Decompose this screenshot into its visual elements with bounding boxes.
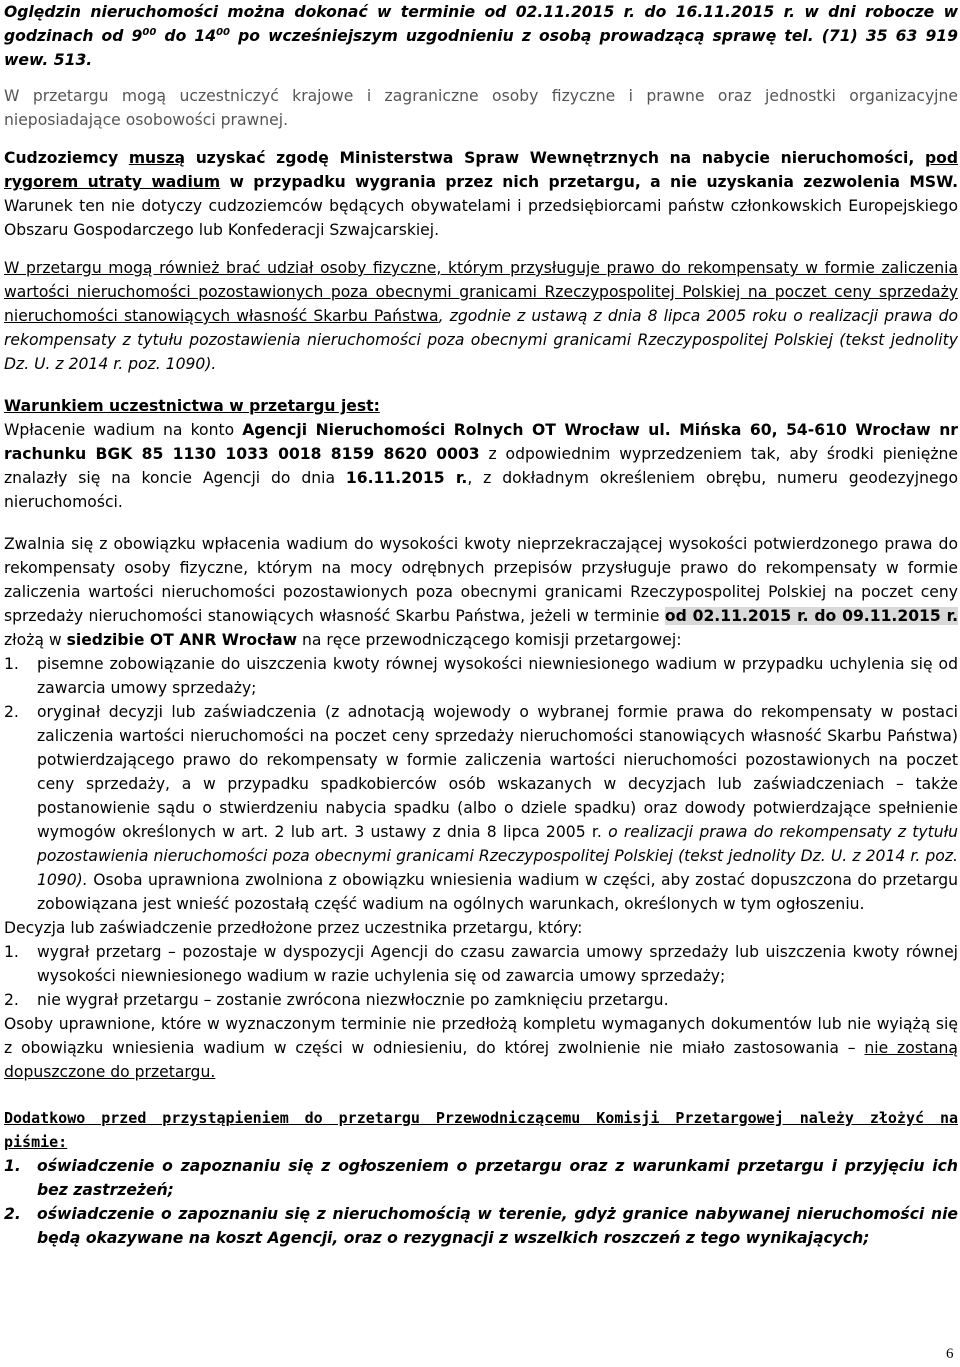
foreigners-paragraph: Cudzoziemcy muszą uzyskać zgodę Ministerstwa Spraw Wewnętrznych na nabycie nieruchomości, pod rygorem utraty wadium w przypadku wygrania przez nich przetargu, a nie uzyskania zezwolenia MSW. Warunek ten nie dotyczy cudzoziemców będących obywatelami i przedsiębiorcami państw członkowskich Europejskiego Obszaru Gospodarczego lub Konfederacji Szwajcarskiej.	[4, 149, 958, 239]
entitled-paragraph: Osoby uprawnione, które w wyznaczonym terminie nie przedłożą kompletu wymaganych dokumentów lub nie wyiążą się z obowiązku wniesienia wadium w części w odniesieniu, do której zwolnienie nie miało zastosowania – nie zostaną dopuszczone do przetargu.	[4, 1015, 958, 1081]
list-item: 1. oświadczenie o zapoznaniu się z ogłoszeniem o przetargu oraz z warunkami przetargu i przyjęciu ich bez zastrzeżeń;	[4, 1157, 958, 1199]
decision-list	[4, 940, 958, 1012]
list-item: 1. pisemne zobowiązanie do uiszczenia kwoty równej wysokości niewniesionego wadium w przypadku uchylenia się od zawarcia umowy sprzedaży;	[4, 655, 958, 697]
exemption-paragraph: Zwalnia się z obowiązku wpłacenia wadium do wysokości kwoty nieprzekraczającej wysokości potwierdzonego prawa do rekompensaty osoby fizyczne, którym na mocy odrębnych przepisów przysługuje prawo do rekompensaty w formie zaliczenia wartości nieruchomości pozostawionych poza obecnymi granicami Rzeczypospolitej Polskiej na poczet ceny sprzedaży nieruchomości stanowiących własność Skarbu Państwa, jeżeli w terminie od 02.11.2015 r. do 09.11.2015 r. złożą w siedzibie OT ANR Wrocław na ręce przewodniczącego komisji przetargowej:	[4, 535, 958, 649]
inspection-paragraph: Oględzin nieruchomości można dokonać w terminie od 02.11.2015 r. do 16.11.2015 r. w dni robocze w godzinach od $9^{00}$ do $14^{00}$ po wcześniejszym uzgodnieniu z osobą prowadzącą sprawę tel. (71) 35 63 919 wew. 513.	[4, 3, 959, 69]
conditions-paragraph: Wpłacenie wadium na konto Agencji Nieruchomości Rolnych OT Wrocław ul. Mińska 60, 54-610 Wrocław nr rachunku BGK 85 1130 1033 0018 8159 8620 0003 z odpowiednim wyprzedzeniem tak, aby środki pieniężne znalazły się na koncie Agencji do dnia 16.11.2015 r., z dokładnym określeniem obrębu, numeru geodezyjnego nieruchomości.	[4, 421, 958, 511]
compensation-paragraph: W przetargu mogą również brać udział osoby fizyczne, którym przysługuje prawo do rekompensaty w formie zaliczenia wartości nieruchomości pozostawionych poza obecnymi granicami Rzeczypospolitej Polskiej na poczet ceny sprzedaży nieruchomości stanowiących własność Skarbu Państwa, zgodnie z ustawą z dnia 8 lipca 2005 roku o realizacji prawa do rekompensaty z tytułu pozostawienia nieruchomości poza obecnymi granicami Rzeczypospolitej Polskiej (tekst jednolity Dz. U. z 2014 r. poz. 1090).	[4, 259, 959, 373]
list-item: 2. oryginał decyzji lub zaświadczenia (z adnotacją wojewody o wybranej formie prawa do rekompensaty w postaci zaliczenia wartości nieruchomości na poczet ceny sprzedaży nieruchomości stanowiących własność Skarbu Państwa) potwierdzającego prawo do rekompensaty w formie zaliczenia wartości nieruchomości pozostawionych na poczet ceny sprzedaży, a w przypadku spadkobierców osób wskazanych w decyzjach lub zaświadczeniach – także postanowienie sądu o stwierdzeniu nabycia spadku (albo o dziele spadku) oraz dowody potwierdzające spełnienie wymogów określonych w art. 2 lub art. 3 ustawy z dnia 8 lipca 2005 r. o realizacji prawa do rekompensaty z tytułu pozostawienia nieruchomości poza obecnymi granicami Rzeczypospolitej Polskiej (tekst jednolity Dz. U. z 2014 r. poz. 1090). Osoba uprawniona zwolniona z obowiązku wniesienia wadium w części, aby zostać dopuszczona do przetargu zobowiązana jest wnieść pozostałą część wadium na ogólnych warunkach, określonych w tym ogłoszeniu.	[4, 703, 958, 913]
page-number: 6	[946, 1346, 954, 1362]
document-page	[4, 0, 958, 1250]
conditions-heading: Warunkiem uczestnictwa w przetargu jest:	[4, 397, 380, 415]
participants-paragraph: W przetargu mogą uczestniczyć krajowe i zagraniczne osoby fizyczne i prawne oraz jednostki organizacyjne nieposiadające osobowości prawnej.	[4, 87, 958, 129]
list-item: 2. nie wygrał przetargu – zostanie zwrócona niezwłocznie po zamknięciu przetargu.	[4, 991, 669, 1009]
additional-list	[4, 1154, 958, 1250]
decision-intro: Decyzja lub zaświadczenie przedłożone przez uczestnika przetargu, który:	[4, 919, 583, 937]
list-item: 1. wygrał przetarg – pozostaje w dyspozycji Agencji do czasu zawarcia umowy sprzedaży lub uiszczenia kwoty równej wysokości niewniesionego wadium w razie uchylenia się od zawarcia umowy sprzedaży;	[4, 943, 958, 985]
list-item: 2. oświadczenie o zapoznaniu się z nieruchomością w terenie, gdyż granice nabywanej nieruchomości nie będą okazywane na koszt Agencji, oraz o rezygnacji z wszelkich roszczeń z tego wynikających;	[4, 1205, 958, 1247]
exemption-list	[4, 652, 958, 916]
additional-heading: Dodatkowo przed przystąpieniem do przetargu Przewodniczącemu Komisji Przetargowej należy złożyć na piśmie:	[4, 1109, 958, 1151]
